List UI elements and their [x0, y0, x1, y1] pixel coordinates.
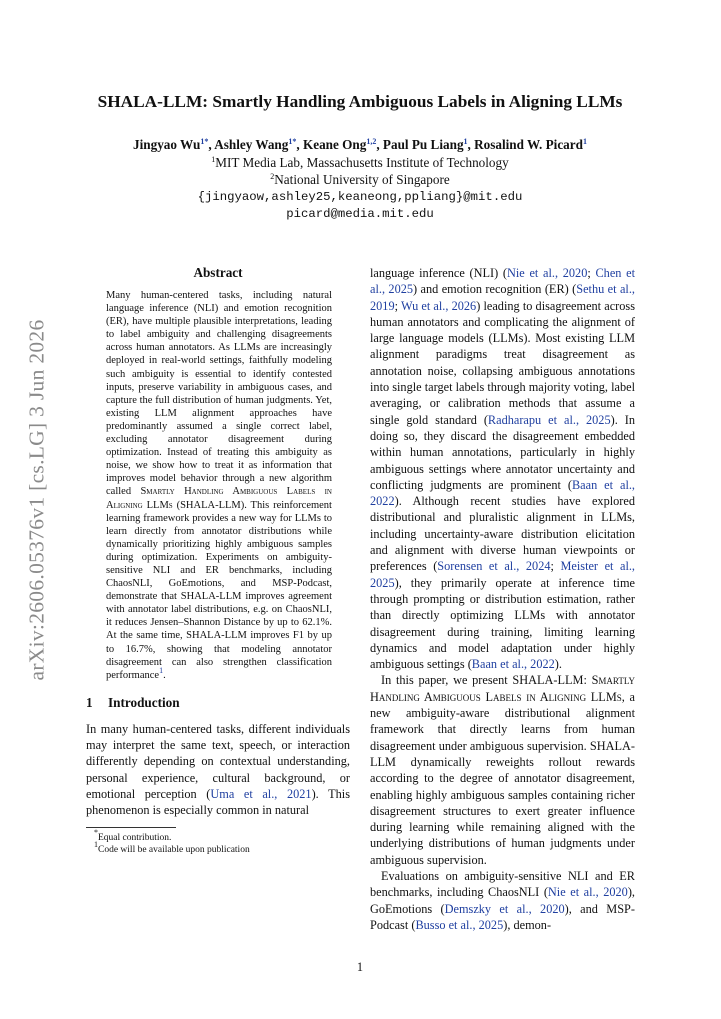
- affiliation-mark: 1: [211, 155, 216, 164]
- body-text: ) leading to disagreement across human annotators and complicating the alignment of large language models (LLMs). Most existing LLM alignment paradigms treat disagreement as annotation noise, collapsing ambiguous annotations into single target labels through majority voting, label averaging, or calibration methods that assume a single gold standard (: [370, 298, 635, 427]
- intro-paragraph: [86, 721, 350, 819]
- body-text: ) and emotion recognition (ER) (: [413, 282, 577, 297]
- citation-link[interactable]: Uma et al., 2021: [210, 787, 312, 801]
- abstract-heading: Abstract: [193, 265, 243, 280]
- page-number: 1: [356, 960, 364, 974]
- citation-separator: ;: [394, 298, 401, 313]
- section-number: 1: [86, 694, 93, 710]
- body-text: In this paper, we present SHALA-LLM:: [381, 673, 592, 688]
- citation-link[interactable]: Demszky et al., 2020: [444, 901, 565, 916]
- body-text: , a new ambiguity-aware distributional alignment framework that directly learns from human disagreement under ambiguous supervision. SHALA-LLM dynamically reweights rollout rewards according to the degree of annotator disagreement, enabling highly ambiguous samples containing richer disagreement structures to exert greater influence during learning while remaining aligned with the underlying distributions of human judgments under ambiguous supervision.: [370, 689, 635, 867]
- author-separator: ,: [467, 137, 475, 152]
- author-name: Rosalind W. Picard: [474, 137, 583, 152]
- body-text: ).: [554, 657, 562, 672]
- footnote-text: Equal contribution.: [98, 832, 172, 843]
- body-text: In many human-centered tasks, different individuals may interpret the same text, speech, or interaction differently depending on contextual understanding, personal experience, cultural background, or emotional perception (: [86, 721, 350, 801]
- section-heading-introduction: [86, 695, 350, 711]
- abstract-text: (SHALA-LLM). This reinforcement learning framework provides a new way for LLMs to learn directly from annotator distributions while dynamically prioritizing highly ambiguous samples during optimization. Experiments on ambiguity-sensitive NLI and ER benchmarks, including ChaosNLI, GoEmotions, and MSP-Podcast, demonstrate that SHALA-LLM improves agreement with annotator label distributions, e.g. on ChaosNLI, it reduces Jensen–Shannon Distance by up to 62.1%. At the same time, SHALA-LLM improves F1 by up to 16.7%, showing that modeling annotator disagreement can also strengthen classification performance: [106, 499, 332, 681]
- citation-link[interactable]: Wu et al., 2026: [400, 298, 477, 313]
- footnote-link[interactable]: 1: [159, 665, 164, 675]
- author-name: Keane Ong: [302, 137, 367, 152]
- footnote-text: Code will be available upon publication: [98, 844, 250, 855]
- citation-link[interactable]: Busso et al., 2025: [415, 917, 504, 932]
- author-list: [60, 137, 660, 153]
- body-text: ). Although recent studies have explored distributional and pluralistic alignment in LLMs, including uncertainty-aware distribution elicitation and alignment with diverse human viewpoints or preferences (: [370, 494, 635, 574]
- abstract-text: Many human-centered tasks, including natural language inference (NLI) and emotion recognition (ER), have multiple plausible interpretations, leading to label ambiguity and challenging disagreements across human annotators. As LLMs are increasingly deployed in real-world settings, faithfully modeling such ambiguity is essential to identify contested inputs, preserve variability in ambiguous cases, and capture the full distribution of human judgments. Yet, existing LLM alignment approaches have predominantly assumed a single correct label, excluding annotator disagreement during optimization. Instead of treating this ambiguity as noise, we show how to treat it as information that improves model behavior through a new algorithm called: [106, 290, 332, 498]
- method-full-name: Smartly Handling Ambiguous Labels in Aligning LLMs: [106, 486, 332, 511]
- author-affiliation-mark: 1*: [200, 137, 209, 146]
- footnote-mark: 1: [94, 839, 98, 849]
- body-text: language inference (NLI) (: [370, 266, 507, 280]
- citation-link[interactable]: Chen et al., 2025: [370, 266, 635, 297]
- citation-link[interactable]: Sethu et al., 2019: [370, 282, 635, 313]
- citation-link[interactable]: Nie et al., 2020: [507, 266, 588, 280]
- author-separator: ,: [376, 137, 383, 152]
- intro-paragraph-method: [370, 672, 635, 868]
- body-text: ). This phenomenon is especially common in natural: [86, 787, 350, 818]
- method-full-name: Smartly Handling Ambiguous Labels in Aligning LLMs: [370, 673, 635, 704]
- arxiv-side-stamp: [22, 300, 52, 700]
- arxiv-identifier: arXiv:2606.05376v1 [cs.LG] 3 Jun 2026: [24, 319, 49, 681]
- citation-separator: ;: [550, 559, 561, 574]
- footnote-equal-contribution: [86, 827, 350, 844]
- author-separator: ,: [208, 137, 215, 152]
- citation-link[interactable]: Meister et al., 2025: [370, 559, 636, 590]
- author-name: Jingyao Wu: [133, 137, 201, 152]
- left-column: [86, 265, 350, 856]
- intro-paragraph-evaluation: [370, 868, 635, 933]
- citation-separator: ;: [587, 266, 596, 280]
- author-email-picard: picard@media.mit.edu: [286, 207, 434, 221]
- right-column: [370, 265, 635, 933]
- author-separator: ,: [296, 137, 303, 152]
- citation-link[interactable]: Sorensen et al., 2024: [437, 559, 551, 574]
- affiliation-1: [60, 155, 660, 171]
- citation-link[interactable]: Radharapu et al., 2025: [487, 412, 611, 427]
- footnote-code: [86, 839, 350, 856]
- body-text: Evaluations on ambiguity-sensitive NLI and ER benchmarks, including ChaosNLI (: [370, 868, 635, 900]
- author-name: Ashley Wang: [214, 137, 289, 152]
- author-affiliation-mark: 1*: [288, 137, 297, 146]
- author-affiliation-mark: 1: [463, 137, 468, 146]
- abstract-text: .: [163, 669, 166, 681]
- section-title: Introduction: [108, 694, 180, 710]
- affiliation-mark: 2: [270, 172, 275, 181]
- author-name: Paul Pu Liang: [382, 137, 464, 152]
- body-text: ). In doing so, they discard the disagreement embedded within human annotations, particularly in highly ambiguous settings where annotator uncertainty and conflicting judgments are prominent (: [370, 412, 635, 492]
- footnote-divider: [86, 827, 176, 828]
- affiliation-text: National University of Singapore: [274, 172, 450, 187]
- body-text: ), and MSP-Podcast (: [370, 901, 635, 932]
- author-affiliation-mark: 1,2: [366, 137, 377, 146]
- footnote-mark: *: [94, 827, 98, 837]
- intro-paragraph-continued: [370, 265, 635, 672]
- author-affiliation-mark: 1: [582, 137, 587, 146]
- body-text: ), they primarily operate at inference time through prompting or distribution estimation, rather than directly optimizing LLMs with annotator disagreement during training, limiting learning dynamics and model adaptation under highly ambiguous settings (: [370, 575, 635, 672]
- citation-link[interactable]: Baan et al., 2022: [370, 477, 636, 509]
- paper-title: SHALA-LLM: Smartly Handling Ambiguous Labels in Aligning LLMs: [97, 92, 623, 111]
- body-text: ), demon-: [503, 917, 552, 932]
- affiliation-text: MIT Media Lab, Massachusetts Institute of Technology: [215, 155, 509, 170]
- citation-link[interactable]: Baan et al., 2022: [471, 657, 555, 672]
- affiliation-2: [60, 172, 660, 188]
- abstract-body: [106, 289, 332, 682]
- citation-link[interactable]: Nie et al., 2020: [547, 885, 628, 900]
- author-emails: {jingyaow,ashley25,keaneong,ppliang}@mit.edu: [197, 190, 523, 204]
- body-text: ), GoEmotions (: [370, 885, 635, 916]
